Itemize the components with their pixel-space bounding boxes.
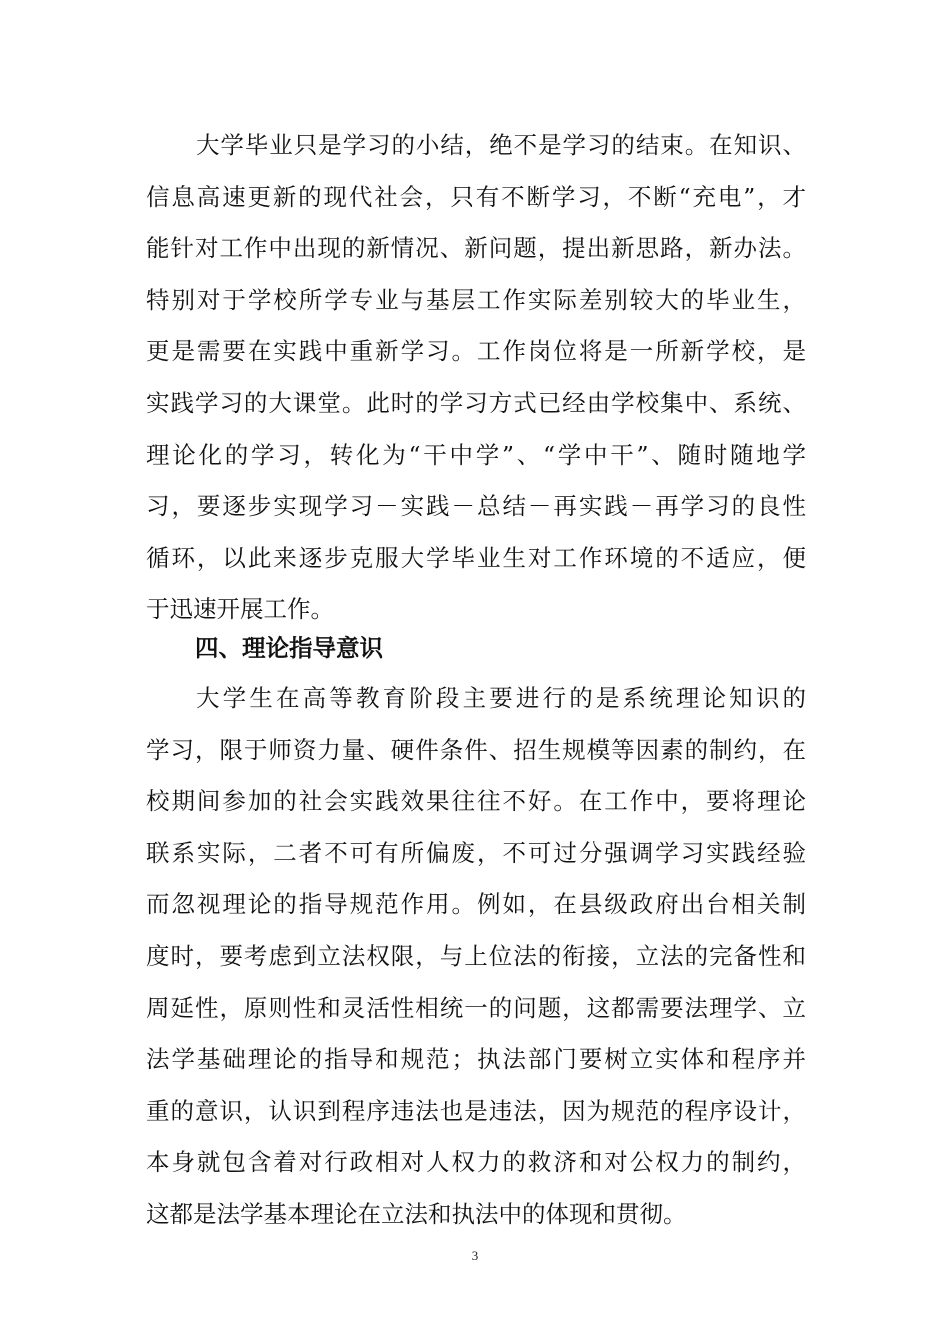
paragraph-line: 周延性，原则性和灵活性相统一的问题，这都需要法理学、立 — [146, 993, 806, 1022]
section-heading: 四、理论指导意识 — [195, 634, 383, 662]
paragraph-line: 习，要逐步实现学习－实践－总结－再实践－再学习的良性 — [146, 492, 806, 521]
paragraph-line: 学习，限于师资力量、硬件条件、招生规模等因素的制约，在 — [146, 735, 806, 764]
paragraph-line: 法学基础理论的指导和规范；执法部门要树立实体和程序并 — [146, 1045, 806, 1074]
paragraph-line: 信息高速更新的现代社会，只有不断学习，不断“充电”，才 — [146, 182, 806, 211]
paragraph-line: 实践学习的大课堂。此时的学习方式已经由学校集中、系统、 — [146, 388, 806, 417]
paragraph-line: 循环，以此来逐步克服大学毕业生对工作环境的不适应，便 — [146, 543, 806, 572]
paragraph-line: 大学毕业只是学习的小结，绝不是学习的结束。在知识、 — [196, 131, 806, 159]
paragraph-line: 本身就包含着对行政相对人权力的救济和对公权力的制约， — [146, 1148, 806, 1177]
paragraph-line: 更是需要在实践中重新学习。工作岗位将是一所新学校，是 — [146, 337, 806, 366]
paragraph-line: 重的意识，认识到程序违法也是违法，因为规范的程序设计， — [146, 1096, 806, 1125]
page-number: 3 — [471, 1248, 479, 1263]
paragraph-line: 于迅速开展工作。 — [146, 595, 334, 624]
paragraph-line: 度时，要考虑到立法权限，与上位法的衔接，立法的完备性和 — [146, 941, 806, 970]
paragraph-continuous-learning — [146, 120, 806, 636]
paragraph-line: 理论化的学习，转化为“干中学”、“学中干”、随时随地学 — [146, 440, 806, 469]
paragraph-line: 这都是法学基本理论在立法和执法中的体现和贯彻。 — [146, 1199, 687, 1228]
paragraph-line: 特别对于学校所学专业与基层工作实际差别较大的毕业生， — [146, 285, 806, 314]
paragraph-line: 校期间参加的社会实践效果往往不好。在工作中，要将理论 — [146, 787, 806, 816]
paragraph-line: 而忽视理论的指导规范作用。例如，在县级政府出台相关制 — [146, 890, 806, 919]
paragraph-line: 联系实际，二者不可有所偏废，不可过分强调学习实践经验 — [146, 838, 806, 867]
paragraph-line: 能针对工作中出现的新情况、新问题，提出新思路，新办法。 — [146, 234, 806, 263]
paragraph-theory-guidance — [146, 673, 806, 1241]
paragraph-line: 大学生在高等教育阶段主要进行的是系统理论知识的 — [196, 684, 806, 712]
